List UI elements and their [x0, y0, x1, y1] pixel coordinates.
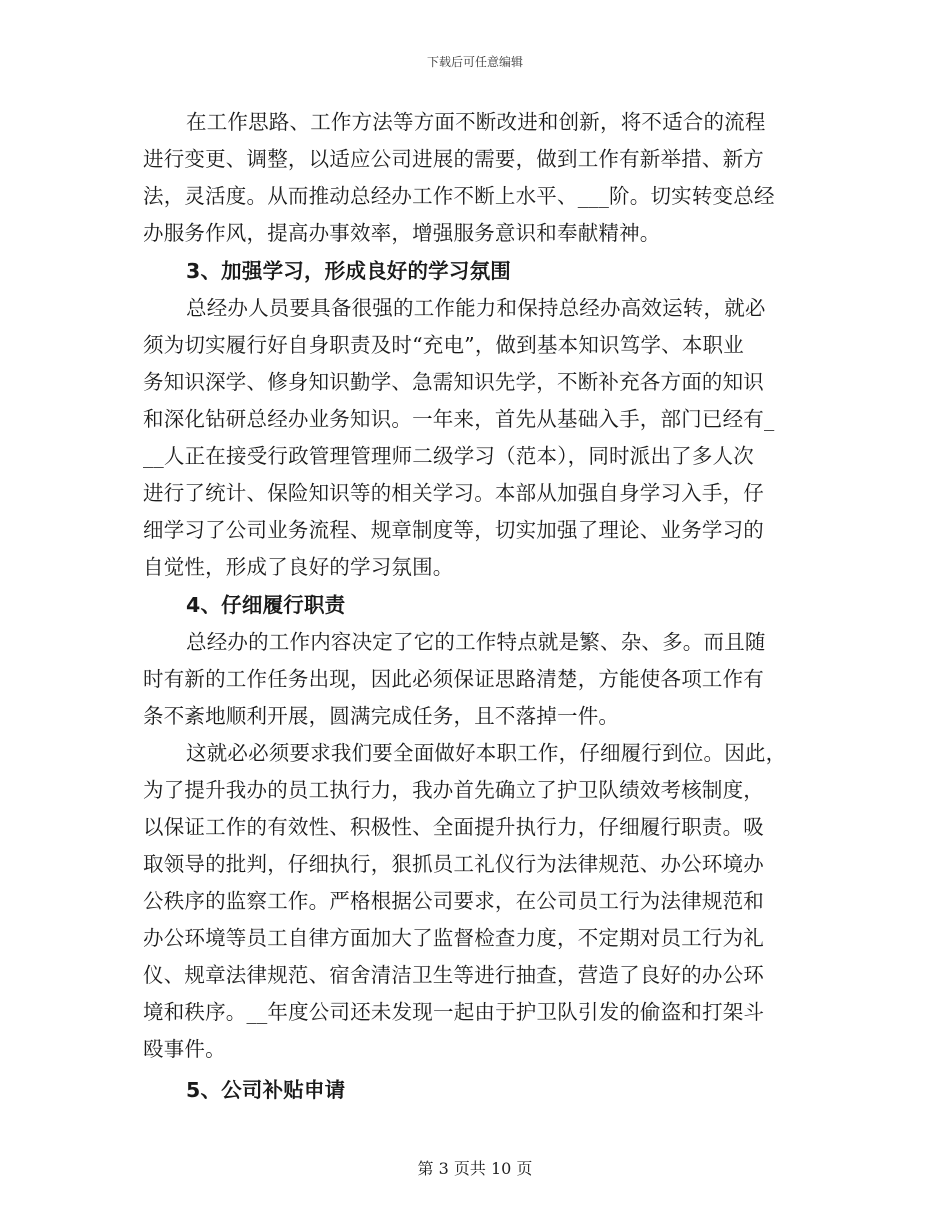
text-line: 以保证工作的有效性、积极性、全面提升执行力，仔细履行职责。吸	[143, 815, 764, 839]
text-line: 须为切实履行好自身职责及时“充电”，做到基本知识笃学、本职业	[143, 333, 744, 357]
page-number: 第 3 页共 10 页	[417, 1159, 533, 1178]
text-line: 进行变更、调整，以适应公司进展的需要，做到工作有新举措、新方	[143, 147, 764, 171]
text-line: 总经办人员要具备很强的工作能力和保持总经办高效运转，就必	[186, 296, 766, 320]
text-line: 务知识深学、修身知识勤学、急需知识先学，不断补充各方面的知识	[143, 370, 764, 394]
paragraph-duties	[143, 624, 803, 735]
text-line: 细学习了公司业务流程、规章制度等，切实加强了理论、业务学习的	[143, 518, 764, 542]
section-heading-5: 5、公司补贴申请	[186, 1078, 346, 1102]
text-line: 办公环境等员工自律方面加大了监督检查力度，不定期对员工行为礼	[143, 926, 764, 950]
text-line: 公秩序的监察工作。严格根据公司要求，在公司员工行为法律规范和	[143, 889, 764, 913]
page-header-note: 下载后可任意编辑	[426, 55, 523, 69]
text-line: 法，灵活度。从而推动总经办工作不断上水平、___阶。切实转变总经	[143, 184, 775, 208]
text-line: 在工作思路、工作方法等方面不断改进和创新，将不适合的流程	[186, 110, 766, 134]
document-body	[143, 104, 803, 1109]
text-line: 自觉性，形成了良好的学习氛围。	[143, 555, 454, 579]
text-line: 办服务作风，提高办事效率，增强服务意识和奉献精神。	[143, 221, 661, 245]
paragraph-learning	[143, 290, 803, 586]
text-line: __人正在接受行政管理管理师二级学习（范本），同时派出了多人次	[143, 444, 754, 468]
text-line: 殴事件。	[143, 1037, 226, 1061]
section-heading-3: 3、加强学习，形成良好的学习氛围	[186, 259, 511, 283]
text-line: 进行了统计、保险知识等的相关学习。本部从加强自身学习入手，仔	[143, 481, 764, 505]
paragraph-execution	[143, 735, 803, 1068]
text-line: 时有新的工作任务出现，因此必须保证思路清楚，方能使各项工作有	[143, 667, 764, 691]
text-line: 总经办的工作内容决定了它的工作特点就是繁、杂、多。而且随	[186, 630, 766, 654]
text-line: 仪、规章法律规范、宿舍清洁卫生等进行抽查，营造了良好的办公环	[143, 963, 764, 987]
section-heading-4: 4、仔细履行职责	[186, 593, 346, 617]
paragraph-work-methods	[143, 104, 803, 252]
text-line: 为了提升我办的员工执行力，我办首先确立了护卫队绩效考核制度，	[143, 778, 764, 802]
text-line: 这就必必须要求我们要全面做好本职工作，仔细履行到位。因此，	[186, 741, 787, 765]
text-line: 和深化钻研总经办业务知识。一年来，首先从基础入手，部门已经有_	[143, 407, 775, 431]
text-line: 境和秩序。__年度公司还未发现一起由于护卫队引发的偷盗和打架斗	[143, 1000, 765, 1024]
text-line: 取领导的批判，仔细执行，狠抓员工礼仪行为法律规范、办公环境办	[143, 852, 764, 876]
text-line: 条不紊地顺利开展，圆满完成任务，且不落掉一件。	[143, 704, 620, 728]
